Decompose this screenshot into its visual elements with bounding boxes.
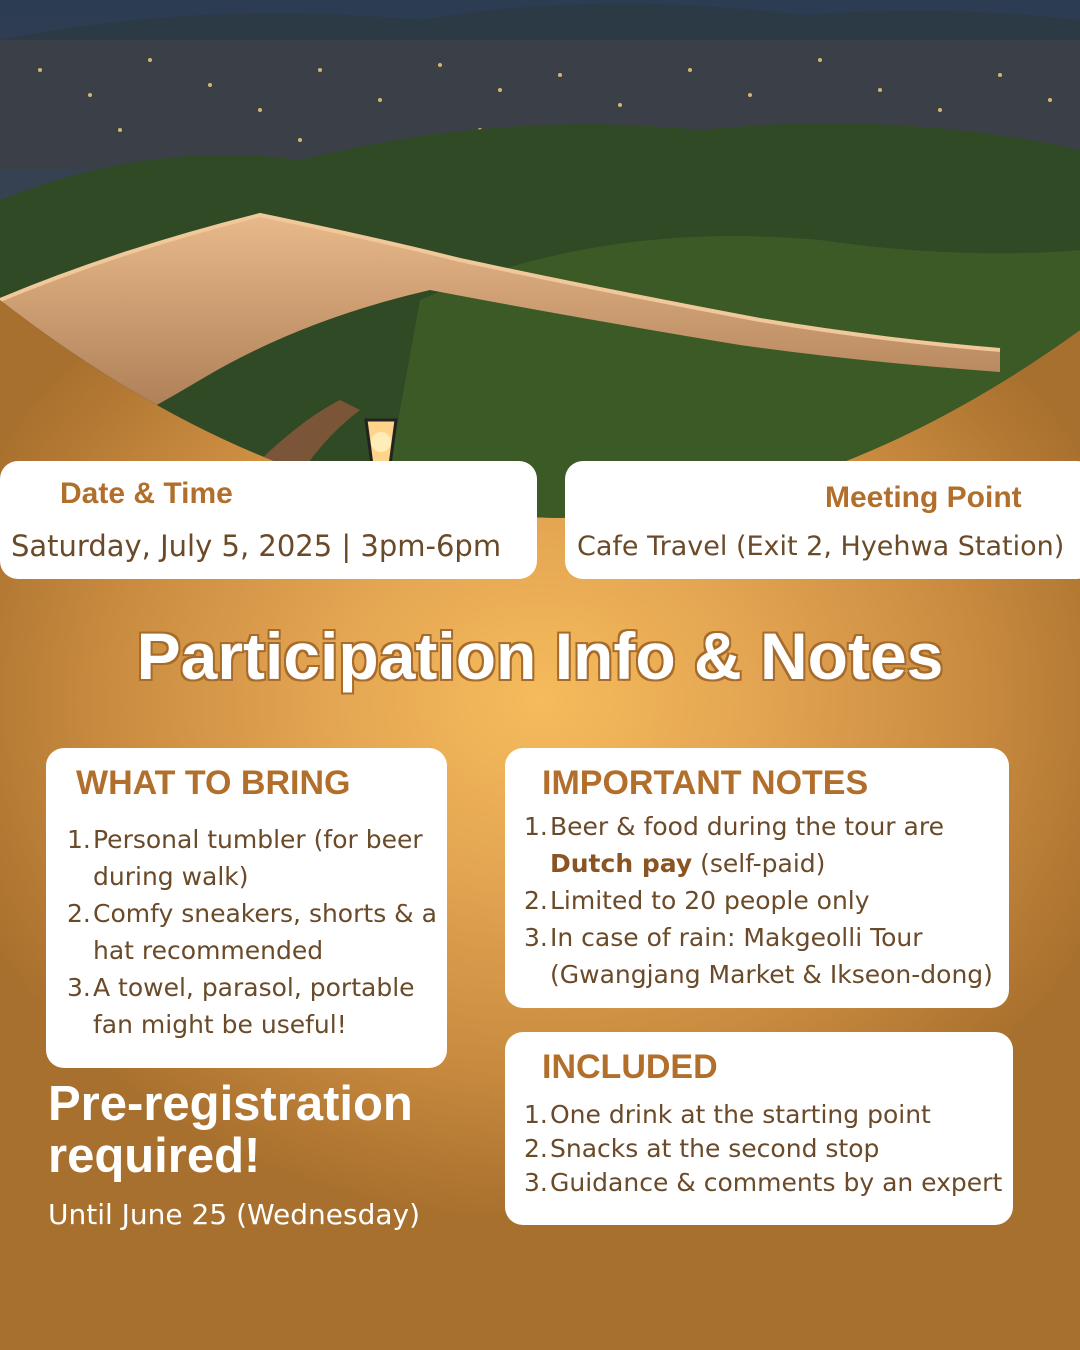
list-item: 3. Guidance & comments by an expert [524,1168,1003,1197]
list-item: 1. Personal tumbler (for beer during walk) [67,825,423,891]
important-notes-list [524,808,1004,993]
meeting-point-title: Meeting Point [825,481,1022,514]
list-item: 3. In case of rain: Makgeolli Tour (Gwangjang Market & Ikseon-dong) [524,923,993,989]
meeting-point-value: Cafe Travel (Exit 2, Hyehwa Station) [577,531,1065,562]
list-item: 1. Beer & food during the tour are Dutch pay (self-paid) [524,812,944,878]
date-time-value: Saturday, July 5, 2025 | 3pm-6pm [11,529,502,563]
list-item: 2. Comfy sneakers, shorts & a hat recommended [67,899,437,965]
list-item: 2. Snacks at the second stop [524,1134,880,1163]
list-item: 1. One drink at the starting point [524,1100,931,1129]
meeting-point-card [565,461,1080,579]
preregistration-deadline: Until June 25 (Wednesday) [48,1198,421,1231]
what-to-bring-card [46,748,447,1068]
included-title: INCLUDED [542,1048,718,1086]
preregistration-title: Pre-registration required! [48,1077,413,1183]
important-notes-card [505,748,1009,1008]
dutch-pay-emphasis: Dutch pay [550,849,693,878]
list-item: 3. A towel, parasol, portable fan might be useful! [67,973,415,1039]
important-notes-title: IMPORTANT NOTES [542,764,869,802]
date-time-card [0,461,537,579]
hero-image [0,0,1080,520]
included-list [524,1098,1009,1200]
what-to-bring-list [67,821,442,1043]
what-to-bring-title: WHAT TO BRING [76,764,351,802]
page-title: Participation Info & Notes [136,619,944,693]
list-item: 2. Limited to 20 people only [524,886,870,915]
included-card [505,1032,1013,1225]
date-time-title: Date & Time [60,477,233,510]
